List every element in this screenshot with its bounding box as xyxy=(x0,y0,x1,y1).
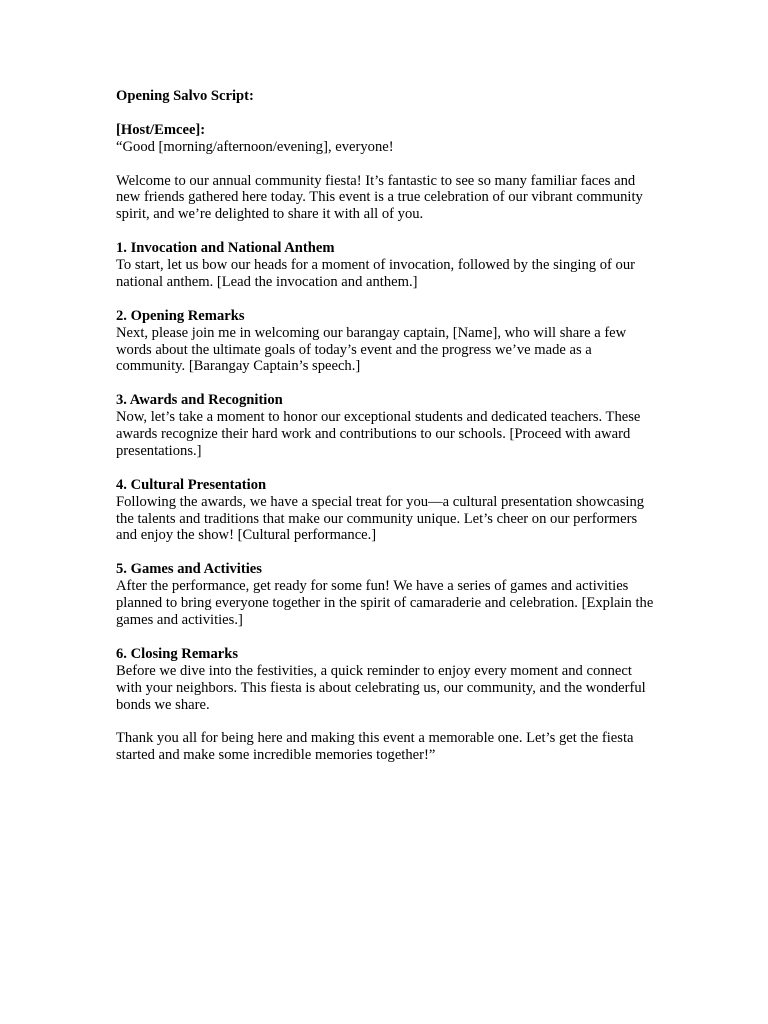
closing-paragraph xyxy=(116,730,656,764)
greeting-block xyxy=(116,122,656,156)
welcome-text: Welcome to our annual community fiesta! It’s fantastic to see so many familiar faces and new friends gathered here today. This event is a true celebration of our vibrant community spirit, and we’re delighted to share it with all of you. xyxy=(116,172,643,223)
greeting-text: “Good [morning/afternoon/evening], everyone! xyxy=(116,138,394,155)
document-title-block xyxy=(116,88,656,105)
section-opening-remarks xyxy=(116,308,656,376)
section-closing-remarks xyxy=(116,646,656,714)
section-body: Now, let’s take a moment to honor our exceptional students and dedicated teachers. These awards recognize their hard work and contributions to our schools. [Proceed with award presentations.] xyxy=(116,409,641,459)
section-awards xyxy=(116,392,656,460)
section-cultural xyxy=(116,477,656,545)
document-page xyxy=(116,88,656,781)
section-heading: 6. Closing Remarks xyxy=(116,645,239,662)
section-heading: 1. Invocation and National Anthem xyxy=(116,240,335,257)
section-body: After the performance, get ready for some fun! We have a series of games and activities planned to bring everyone together in the spirit of camaraderie and celebration. [Explain the games and activities.] xyxy=(116,578,654,628)
section-body: To start, let us bow our heads for a moment of invocation, followed by the singing of our national anthem. [Lead the invocation and anthem.] xyxy=(116,257,635,290)
closing-text: Thank you all for being here and making this event a memorable one. Let’s get the fiesta started and make some incredible memories together!” xyxy=(116,730,634,764)
section-heading: 5. Games and Activities xyxy=(116,561,262,578)
welcome-paragraph xyxy=(116,173,656,224)
section-body: Next, please join me in welcoming our barangay captain, [Name], who will share a few words about the ultimate goals of today’s event and the progress we’ve made as a community. [Barangay Captain’s speech.] xyxy=(116,324,627,375)
section-invocation xyxy=(116,240,656,291)
section-heading: 3. Awards and Recognition xyxy=(116,392,283,409)
section-heading: 2. Opening Remarks xyxy=(116,307,245,324)
section-body: Before we dive into the festivities, a quick reminder to enjoy every moment and connect with your neighbors. This fiesta is about celebrating us, our community, and the wonderful bonds we share. xyxy=(116,662,646,713)
section-heading: 4. Cultural Presentation xyxy=(116,476,267,493)
section-body: Following the awards, we have a special treat for you—a cultural presentation showcasing the talents and traditions that make our community unique. Let’s cheer on our performers and enjoy the show! [Cultural performance.] xyxy=(116,493,645,544)
speaker-label: [Host/Emcee]: xyxy=(116,121,206,138)
section-games xyxy=(116,561,656,629)
document-title: Opening Salvo Script: xyxy=(116,88,254,104)
